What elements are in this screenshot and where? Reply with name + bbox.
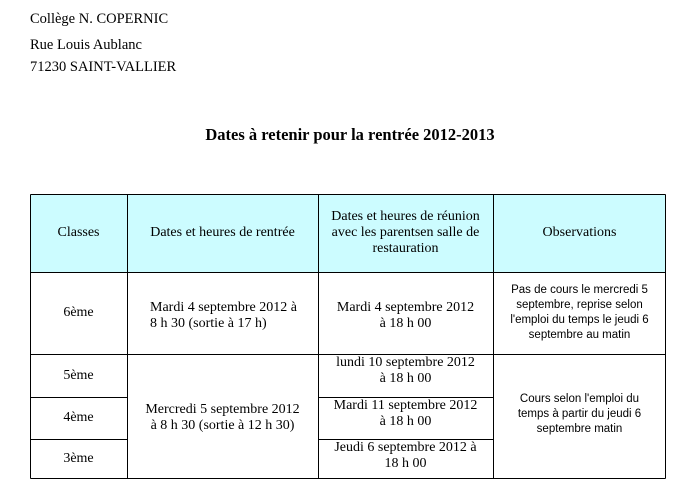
row-4-classe: 4ème [63, 410, 94, 425]
row-6-observation: Pas de cours le mercredi 5 septembre, reprise selon l'emploi du temps le jeudi 6 septembre au matin [510, 284, 649, 341]
header-observations: Observations [542, 225, 617, 240]
row-5-classe: 5ème [63, 367, 94, 383]
school-street: Rue Louis Aublanc [30, 37, 142, 53]
header-dates-rentree: Dates et heures de rentrée [150, 225, 295, 240]
group-rentree: Mercredi 5 septembre 2012 à 8 h 30 (sortie à 12 h 30) [145, 401, 300, 433]
page-title: Dates à retenir pour la rentrée 2012-2013 [205, 125, 495, 144]
row-6-rentree: Mardi 4 septembre 2012 à 8 h 30 (sortie à 17 h) [150, 300, 297, 331]
school-city: 71230 SAINT-VALLIER [30, 59, 177, 75]
group-observation: Cours selon l'emploi du temps à partir du jeudi 6 septembre matin [517, 393, 642, 435]
school-name: Collège N. COPERNIC [30, 11, 169, 27]
row-3-reunion: Jeudi 6 septembre 2012 à 18 h 00 [334, 440, 477, 471]
row-4-reunion: Mardi 11 septembre 2012 à 18 h 00 [333, 398, 478, 429]
row-6-reunion: Mardi 4 septembre 2012 à 18 h 00 [336, 300, 475, 331]
row-3-classe: 3ème [63, 451, 94, 466]
header-dates-reunion: Dates et heures de réunion avec les parentsen salle de restauration [331, 209, 480, 256]
header-classes: Classes [57, 225, 100, 240]
row-5-reunion: lundi 10 septembre 2012 à 18 h 00 [336, 355, 475, 386]
row-6-classe: 6ème [63, 305, 94, 320]
